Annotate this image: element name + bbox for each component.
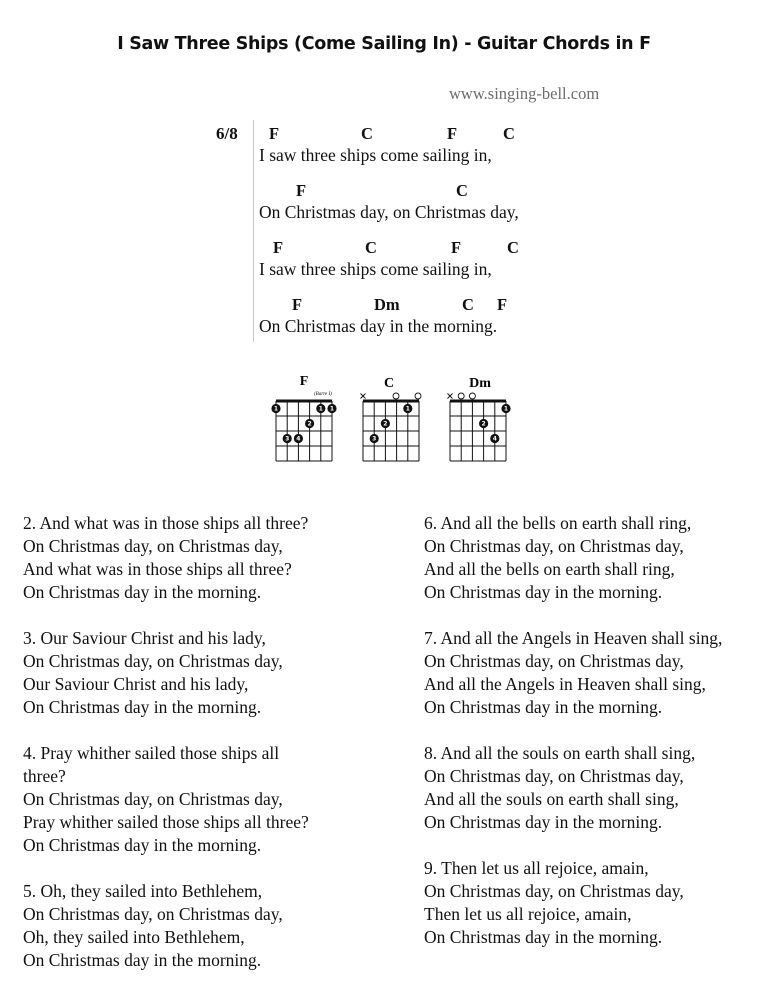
string-markers	[448, 393, 476, 399]
chord-label: F	[451, 238, 462, 257]
lyric-line: I saw three ships come sailing in,	[259, 145, 492, 165]
chord-diagram-c	[354, 360, 430, 466]
chord-diagram-name: C	[383, 376, 395, 391]
svg-text:1: 1	[329, 405, 335, 413]
stanza	[23, 627, 383, 719]
stanza	[23, 512, 383, 604]
stanza	[424, 627, 768, 719]
lyric-line: On Christmas day, on Christmas day,	[23, 789, 283, 809]
lyric-line: On Christmas day in the morning.	[23, 950, 262, 970]
finger-dots	[271, 404, 336, 443]
stanza	[23, 742, 383, 857]
verse-1	[0, 0, 768, 360]
stanzas-left-column	[23, 512, 383, 991]
lyric-line: On Christmas day, on Christmas day,	[424, 881, 684, 901]
lyric-line: And all the Angels in Heaven shall sing,	[424, 674, 706, 694]
lyric-line: Pray whither sailed those ships all three?	[23, 812, 309, 832]
chord-label: F	[296, 181, 307, 200]
chord-label: Dm	[374, 295, 400, 314]
page-title: I Saw Three Ships (Come Sailing In) - Guitar Chords in F	[117, 34, 651, 54]
lyric-line: On Christmas day, on Christmas day,	[424, 766, 684, 786]
chord-diagram-dm	[441, 360, 517, 466]
svg-text:1: 1	[503, 405, 509, 413]
lyric-line: On Christmas day in the morning.	[259, 316, 498, 336]
chord-label: F	[269, 124, 280, 143]
chord-label: F	[497, 295, 508, 314]
chord-diagram-f	[266, 360, 342, 466]
lyric-line: Our Saviour Christ and his lady,	[23, 674, 249, 694]
chord-label: C	[462, 295, 474, 314]
lyric-line: On Christmas day, on Christmas day,	[23, 651, 283, 671]
lyric-line: And what was in those ships all three?	[23, 559, 292, 579]
svg-text:2: 2	[307, 420, 312, 428]
lyric-line: On Christmas day in the morning.	[23, 835, 262, 855]
svg-text:2: 2	[481, 420, 486, 428]
chord-label: C	[456, 181, 468, 200]
stanza	[424, 512, 768, 604]
lyric-line: On Christmas day in the morning.	[23, 582, 262, 602]
svg-text:3: 3	[372, 435, 377, 443]
lyric-line: Oh, they sailed into Bethlehem,	[23, 927, 245, 947]
lyric-line: On Christmas day, on Christmas day,	[259, 202, 519, 222]
svg-text:3: 3	[285, 435, 290, 443]
finger-dots	[370, 404, 413, 443]
chord-label: F	[292, 295, 303, 314]
chord-diagram-note: (Barre I)	[314, 392, 332, 397]
chord-diagram-name: F	[299, 374, 309, 389]
lyric-line: On Christmas day, on Christmas day,	[23, 536, 283, 556]
svg-text:4: 4	[492, 435, 497, 443]
lyric-line: On Christmas day, on Christmas day,	[23, 904, 283, 924]
lyric-line: On Christmas day, on Christmas day,	[424, 651, 684, 671]
lyric-line: And all the souls on earth shall sing,	[424, 789, 679, 809]
chord-diagrams	[0, 360, 768, 470]
lyric-line: 5. Oh, they sailed into Bethlehem,	[23, 881, 263, 901]
chord-label: C	[503, 124, 515, 143]
lyric-line: 9. Then let us all rejoice, amain,	[424, 858, 649, 878]
lyric-line: 8. And all the souls on earth shall sing,	[424, 743, 696, 763]
lyric-line: On Christmas day in the morning.	[424, 927, 663, 947]
stanza	[424, 742, 768, 834]
lyric-line: 4. Pray whither sailed those ships all	[23, 743, 280, 763]
lyric-line: And all the bells on earth shall ring,	[424, 559, 675, 579]
svg-text:4: 4	[296, 435, 301, 443]
lyric-line: On Christmas day in the morning.	[424, 697, 663, 717]
lyric-line: Then let us all rejoice, amain,	[424, 904, 632, 924]
chord-label: F	[447, 124, 458, 143]
lyric-line: 3. Our Saviour Christ and his lady,	[23, 628, 266, 648]
fretboard	[450, 401, 509, 461]
lyric-line: 2. And what was in those ships all three?	[23, 513, 309, 533]
chord-label: C	[507, 238, 519, 257]
string-markers	[361, 393, 422, 399]
lyric-line: On Christmas day in the morning.	[424, 582, 663, 602]
svg-text:1: 1	[273, 405, 279, 413]
lyric-line: On Christmas day in the morning.	[23, 697, 262, 717]
website-url[interactable]: www.singing-bell.com	[449, 84, 600, 103]
lyric-line: On Christmas day, on Christmas day,	[424, 536, 684, 556]
svg-text:2: 2	[383, 420, 388, 428]
staff-divider	[253, 120, 254, 342]
svg-text:1: 1	[318, 405, 323, 413]
lyric-line: 6. And all the bells on earth shall ring,	[424, 513, 692, 533]
chord-label: C	[361, 124, 373, 143]
svg-text:1: 1	[405, 405, 410, 413]
lyric-line: On Christmas day in the morning.	[424, 812, 663, 832]
chord-label: C	[365, 238, 377, 257]
stanza	[424, 857, 768, 949]
chord-label: F	[273, 238, 284, 257]
lyric-line: I saw three ships come sailing in,	[259, 259, 492, 279]
lyric-line: three?	[23, 766, 66, 786]
chord-diagram-name: Dm	[469, 376, 491, 391]
stanza	[23, 880, 383, 972]
stanzas-right-column	[424, 512, 768, 972]
time-signature: 6/8	[216, 124, 238, 143]
lyric-line: 7. And all the Angels in Heaven shall sing,	[424, 628, 723, 648]
